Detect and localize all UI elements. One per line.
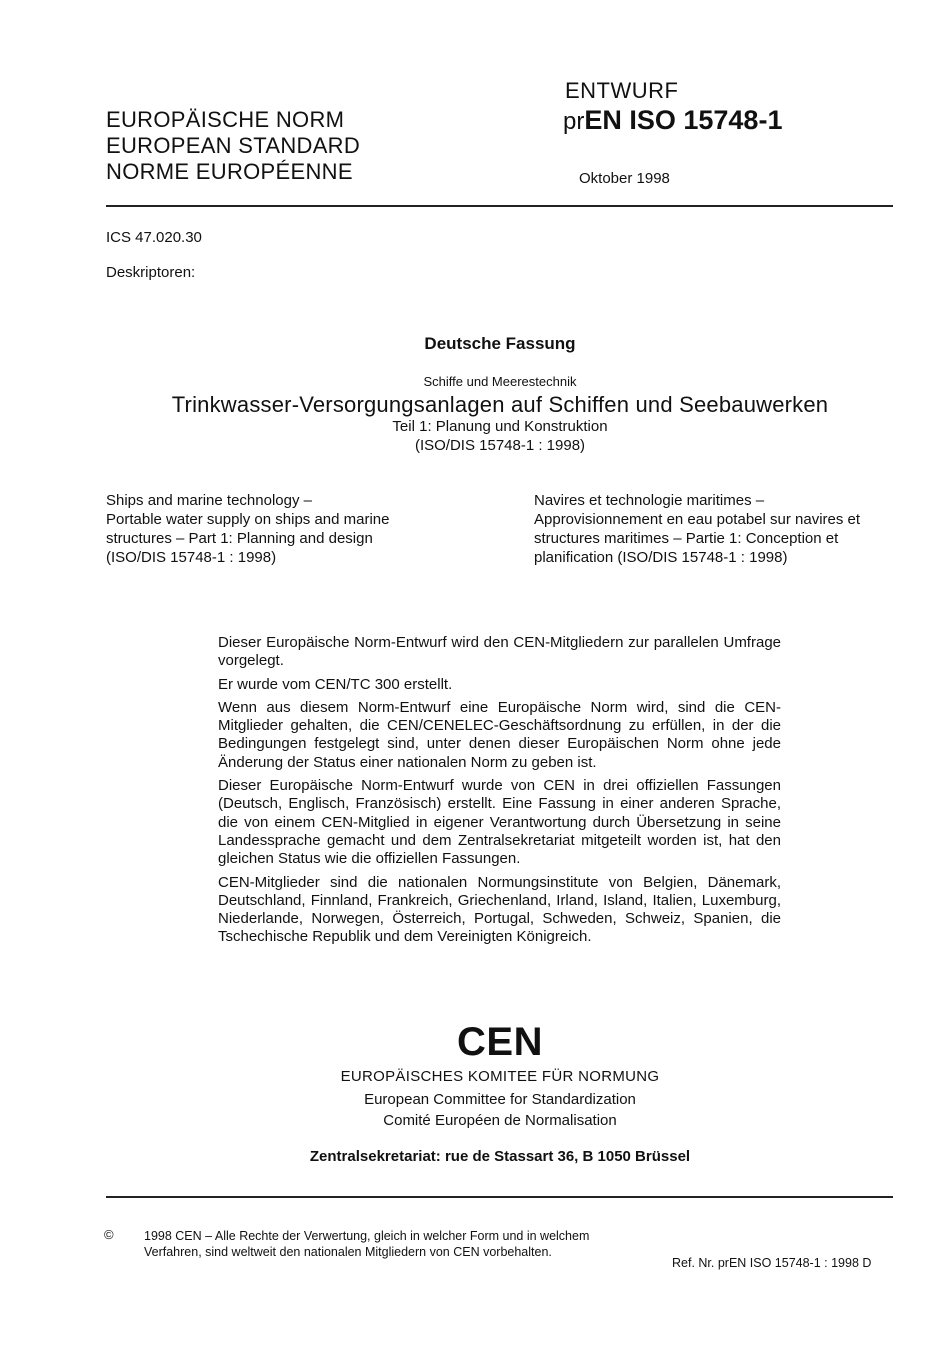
english-title — [106, 491, 436, 567]
publication-date: Oktober 1998 — [579, 170, 670, 187]
norm-name-fr: NORME EUROPÉENNE — [106, 159, 353, 184]
reference-number: Ref. Nr. prEN ISO 15748-1 : 1998 D — [672, 1256, 872, 1270]
cen-name-de: EUROPÄISCHES KOMITEE FÜR NORMUNG — [340, 1068, 660, 1085]
document-number-main: EN ISO 15748-1 — [584, 105, 783, 135]
body-text — [218, 634, 781, 952]
standard-names — [106, 107, 360, 185]
french-title-line: structures maritimes – Partie 1: Conception et — [534, 530, 839, 547]
subject-line: Schiffe und Meerestechnik — [423, 374, 577, 389]
header-divider — [106, 205, 893, 207]
document-number — [563, 104, 782, 138]
footer-divider — [106, 1196, 893, 1198]
french-title-line: planification (ISO/DIS 15748-1 : 1998) — [534, 549, 788, 566]
copyright-line: Verfahren, sind weltweit den nationalen Mitgliedern von CEN vorbehalten. — [144, 1245, 552, 1259]
draft-label: ENTWURF — [565, 78, 679, 103]
document-number-prefix: pr — [563, 108, 585, 135]
part-line: Teil 1: Planung und Konstruktion — [392, 418, 608, 435]
cen-logo: CEN — [457, 1020, 543, 1064]
copyright-notice — [144, 1228, 589, 1260]
ics-code: ICS 47.020.30 — [106, 229, 202, 246]
iso-reference: (ISO/DIS 15748-1 : 1998) — [414, 437, 586, 454]
descriptors-label: Deskriptoren: — [106, 264, 196, 281]
norm-name-en: EUROPEAN STANDARD — [106, 133, 361, 158]
version-label: Deutsche Fassung — [424, 334, 576, 353]
cen-name-fr: Comité Européen de Normalisation — [383, 1112, 617, 1129]
document-title: Trinkwasser-Versorgungsanlagen auf Schiffen und Seebauwerken — [171, 392, 829, 417]
english-title-line: Portable water supply on ships and marine — [106, 511, 390, 528]
body-paragraph: Er wurde vom CEN/TC 300 erstellt. — [218, 675, 453, 693]
body-paragraph: Wenn aus diesem Norm-Entwurf eine Europäische Norm wird, sind die CEN-Mitglieder gehalten, die CEN/CENELEC-Geschäftsordnung zu erfüllen, in der die Bedingungen festgelegt sind, unter denen dieser Europäischen Norm ohne jede Änderung der Status einer nationalen Norm zu geben ist. — [218, 698, 781, 771]
secretariat-address: Zentralsekretariat: rue de Stassart 36, B 1050 Brüssel — [309, 1148, 691, 1165]
body-paragraph: Dieser Europäische Norm-Entwurf wurde von CEN in drei offiziellen Fassungen (Deutsch, Englisch, Französisch) erstellt. Eine Fassung in einer anderen Sprache, die von einem CEN-Mitglied in eigener Verantwortung durch Übersetzung in seine Landessprache gemacht und dem Zentralsekretariat mitgeteilt worden ist, hat den gleichen Status wie die offiziellen Fassungen. — [218, 777, 781, 868]
french-title-line: Navires et technologie maritimes – — [534, 492, 765, 509]
french-title — [534, 491, 884, 567]
copyright-line: 1998 CEN – Alle Rechte der Verwertung, gleich in welcher Form und in welchem — [144, 1229, 590, 1243]
copyright-icon: © — [104, 1227, 114, 1242]
english-title-line: Ships and marine technology – — [106, 492, 312, 509]
norm-name-de: EUROPÄISCHE NORM — [106, 107, 345, 132]
cen-name-en: European Committee for Standardization — [364, 1091, 636, 1108]
french-title-line: Approvisionnement en eau potabel sur navires et — [534, 511, 861, 528]
english-title-line: structures – Part 1: Planning and design — [106, 530, 373, 547]
body-paragraph: CEN-Mitglieder sind die nationalen Normungsinstitute von Belgien, Dänemark, Deutschland, Finnland, Frankreich, Griechenland, Irland, Island, Italien, Luxemburg, Niederlande, Norwegen, Österreich, Portugal, Schweden, Schweiz, Spanien, die Tschechische Republik und dem Vereinigten Königreich. — [218, 873, 781, 946]
english-title-line: (ISO/DIS 15748-1 : 1998) — [106, 549, 277, 566]
body-paragraph: Dieser Europäische Norm-Entwurf wird den CEN-Mitgliedern zur parallelen Umfrage vorgelegt. — [218, 634, 781, 670]
